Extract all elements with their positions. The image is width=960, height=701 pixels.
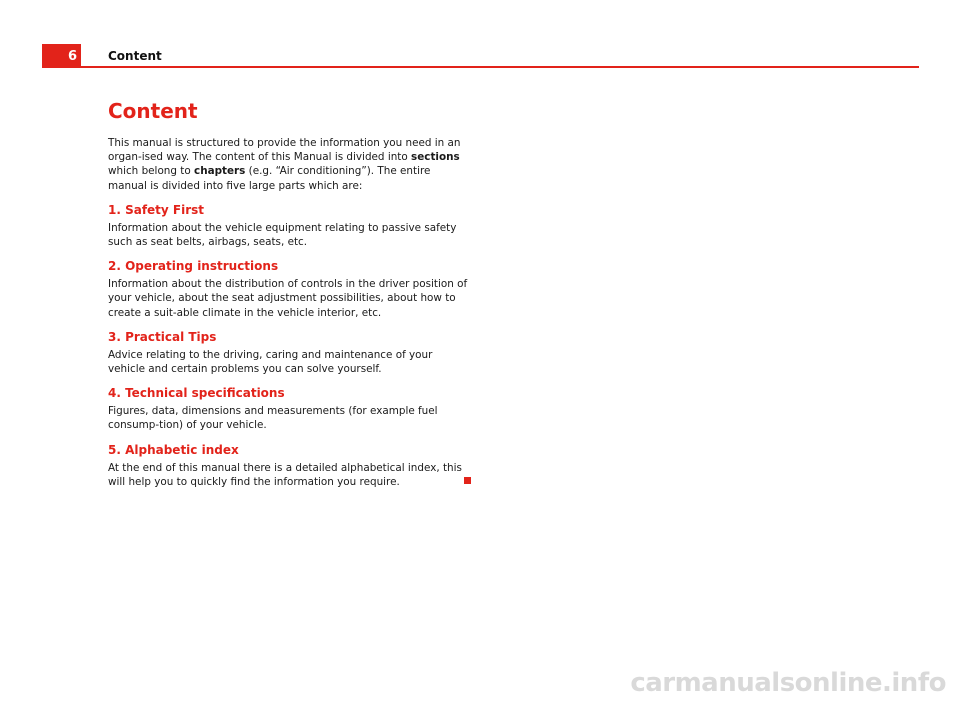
end-of-section-square-icon bbox=[464, 477, 471, 484]
watermark: carmanualsonline.info bbox=[630, 668, 946, 698]
page-title: Content bbox=[108, 99, 198, 123]
section-heading-technical-specifications: 4. Technical specifications bbox=[108, 386, 285, 401]
intro-bold-chapters: chapters bbox=[194, 165, 246, 178]
section-text-technical-specifications: Figures, data, dimensions and measurements (for example fuel consump-tion) of your vehicle. bbox=[108, 405, 438, 432]
section-heading-safety-first: 1. Safety First bbox=[108, 202, 205, 217]
section-heading-alphabetic-index: 5. Alphabetic index bbox=[108, 442, 239, 457]
intro-text-1: This manual is structured to provide the information you need in an organ-ised way. The content of this Manual is divided into bbox=[108, 137, 461, 164]
section-text-practical-tips: Advice relating to the driving, caring and maintenance of your vehicle and certain problems you can solve yourself. bbox=[108, 348, 433, 376]
section-text-safety-first: Information about the vehicle equipment relating to passive safety such as seat belts, airbags, seats, etc. bbox=[108, 221, 457, 249]
intro-bold-sections: sections bbox=[411, 151, 460, 164]
content-column bbox=[108, 98, 468, 489]
header-title: Content bbox=[108, 49, 162, 63]
section-heading-practical-tips: 3. Practical Tips bbox=[108, 329, 217, 344]
header-rule bbox=[42, 66, 919, 68]
section-heading-operating-instructions: 2. Operating instructions bbox=[108, 259, 279, 274]
page-number: 6 bbox=[42, 44, 81, 68]
intro-text-2: which belong to bbox=[108, 165, 195, 178]
section-text-alphabetic-index: At the end of this manual there is a detailed alphabetical index, this will help you to quickly find the information you require. bbox=[108, 461, 462, 488]
intro-text-3: (e.g. “Air conditioning”). The entire manual is divided into five large parts which are: bbox=[108, 165, 431, 192]
intro-paragraph bbox=[108, 136, 468, 193]
section-text-operating-instructions: Information about the distribution of controls in the driver position of your vehicle, about the seat adjustment possibilities, about how to create a suit-able climate in the vehicle interior, etc. bbox=[108, 278, 468, 319]
